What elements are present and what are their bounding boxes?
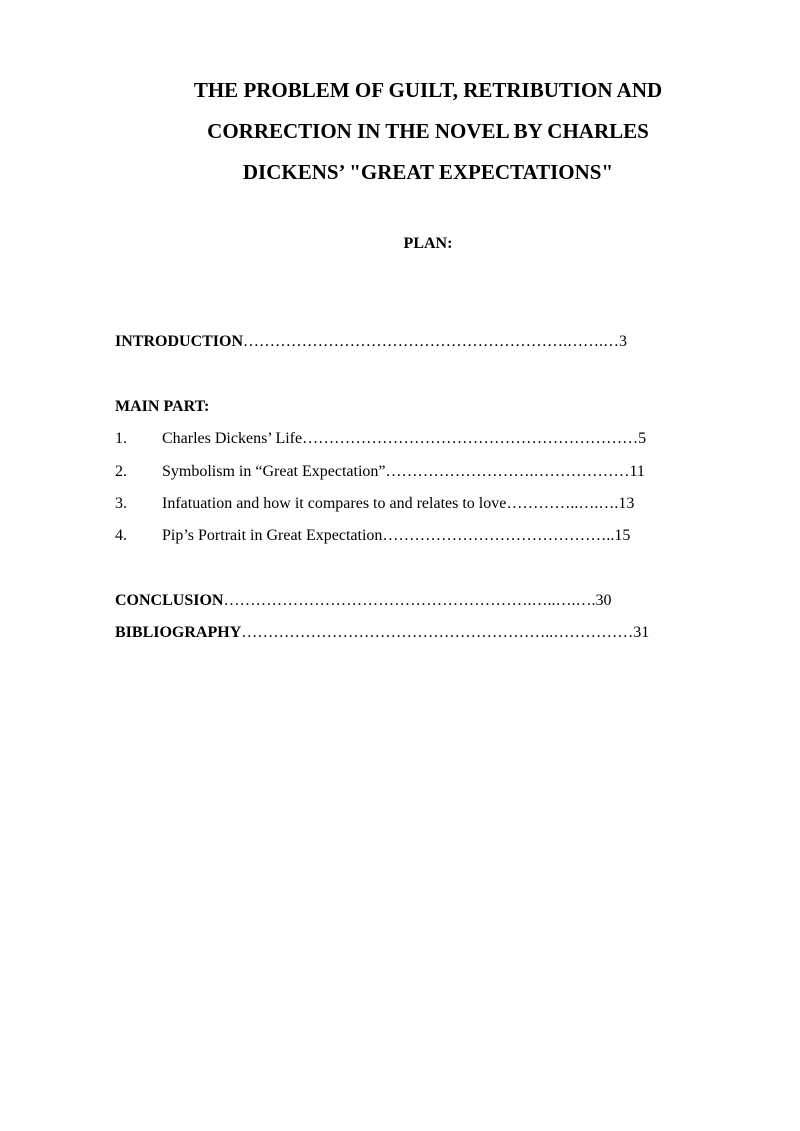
toc-leader: ……………………….……………… <box>385 463 630 480</box>
toc-entry-bibliography <box>115 623 649 643</box>
toc-leader: …………………………………………………….…….… <box>243 333 620 350</box>
toc-entry <box>162 526 630 546</box>
item-number: 2. <box>115 463 127 480</box>
toc-entry-conclusion <box>115 591 611 611</box>
toc-entry <box>162 494 634 514</box>
toc-label: BIBLIOGRAPHY <box>115 624 242 641</box>
toc-entry-introduction <box>115 332 627 352</box>
toc-label: Charles Dickens’ Life <box>162 430 303 447</box>
toc-label: INTRODUCTION <box>115 333 244 350</box>
toc-page-number: 3 <box>619 333 628 350</box>
title-line-3: DICKENS’ "GREAT EXPECTATIONS" <box>242 160 614 184</box>
toc-page-number: 13 <box>618 495 635 512</box>
toc-entry <box>162 429 646 449</box>
title-line-2: CORRECTION IN THE NOVEL BY CHARLES <box>207 119 649 143</box>
toc-page-number: 5 <box>638 430 647 447</box>
toc-page-number: 31 <box>633 624 650 641</box>
toc-label: Pip’s Portrait in Great Expectation <box>162 527 383 544</box>
toc-page-number: 11 <box>629 463 645 480</box>
toc-page-number: 30 <box>595 592 612 609</box>
toc-label: CONCLUSION <box>115 592 224 609</box>
toc-label: Symbolism in “Great Expectation” <box>162 463 386 480</box>
toc-leader: …………..….…. <box>506 495 619 512</box>
toc-leader: …………………………………………………..…………… <box>241 624 634 641</box>
toc-entry <box>162 462 645 482</box>
toc-label: Infatuation and how it compares to and relates to love <box>162 495 507 512</box>
item-number: 1. <box>115 430 127 447</box>
toc-page-number: 15 <box>614 527 631 544</box>
main-part-heading: MAIN PART: <box>115 398 210 415</box>
item-number: 4. <box>115 527 127 544</box>
toc-leader: …………………………………….. <box>382 527 615 544</box>
toc-leader: ……………………………………………………… <box>302 430 639 447</box>
title-line-1: THE PROBLEM OF GUILT, RETRIBUTION AND <box>193 78 663 102</box>
document-title <box>100 70 756 193</box>
item-number: 3. <box>115 495 127 512</box>
plan-heading: PLAN: <box>403 235 453 252</box>
toc-leader: ………………………………………………….…..….…. <box>223 592 596 609</box>
